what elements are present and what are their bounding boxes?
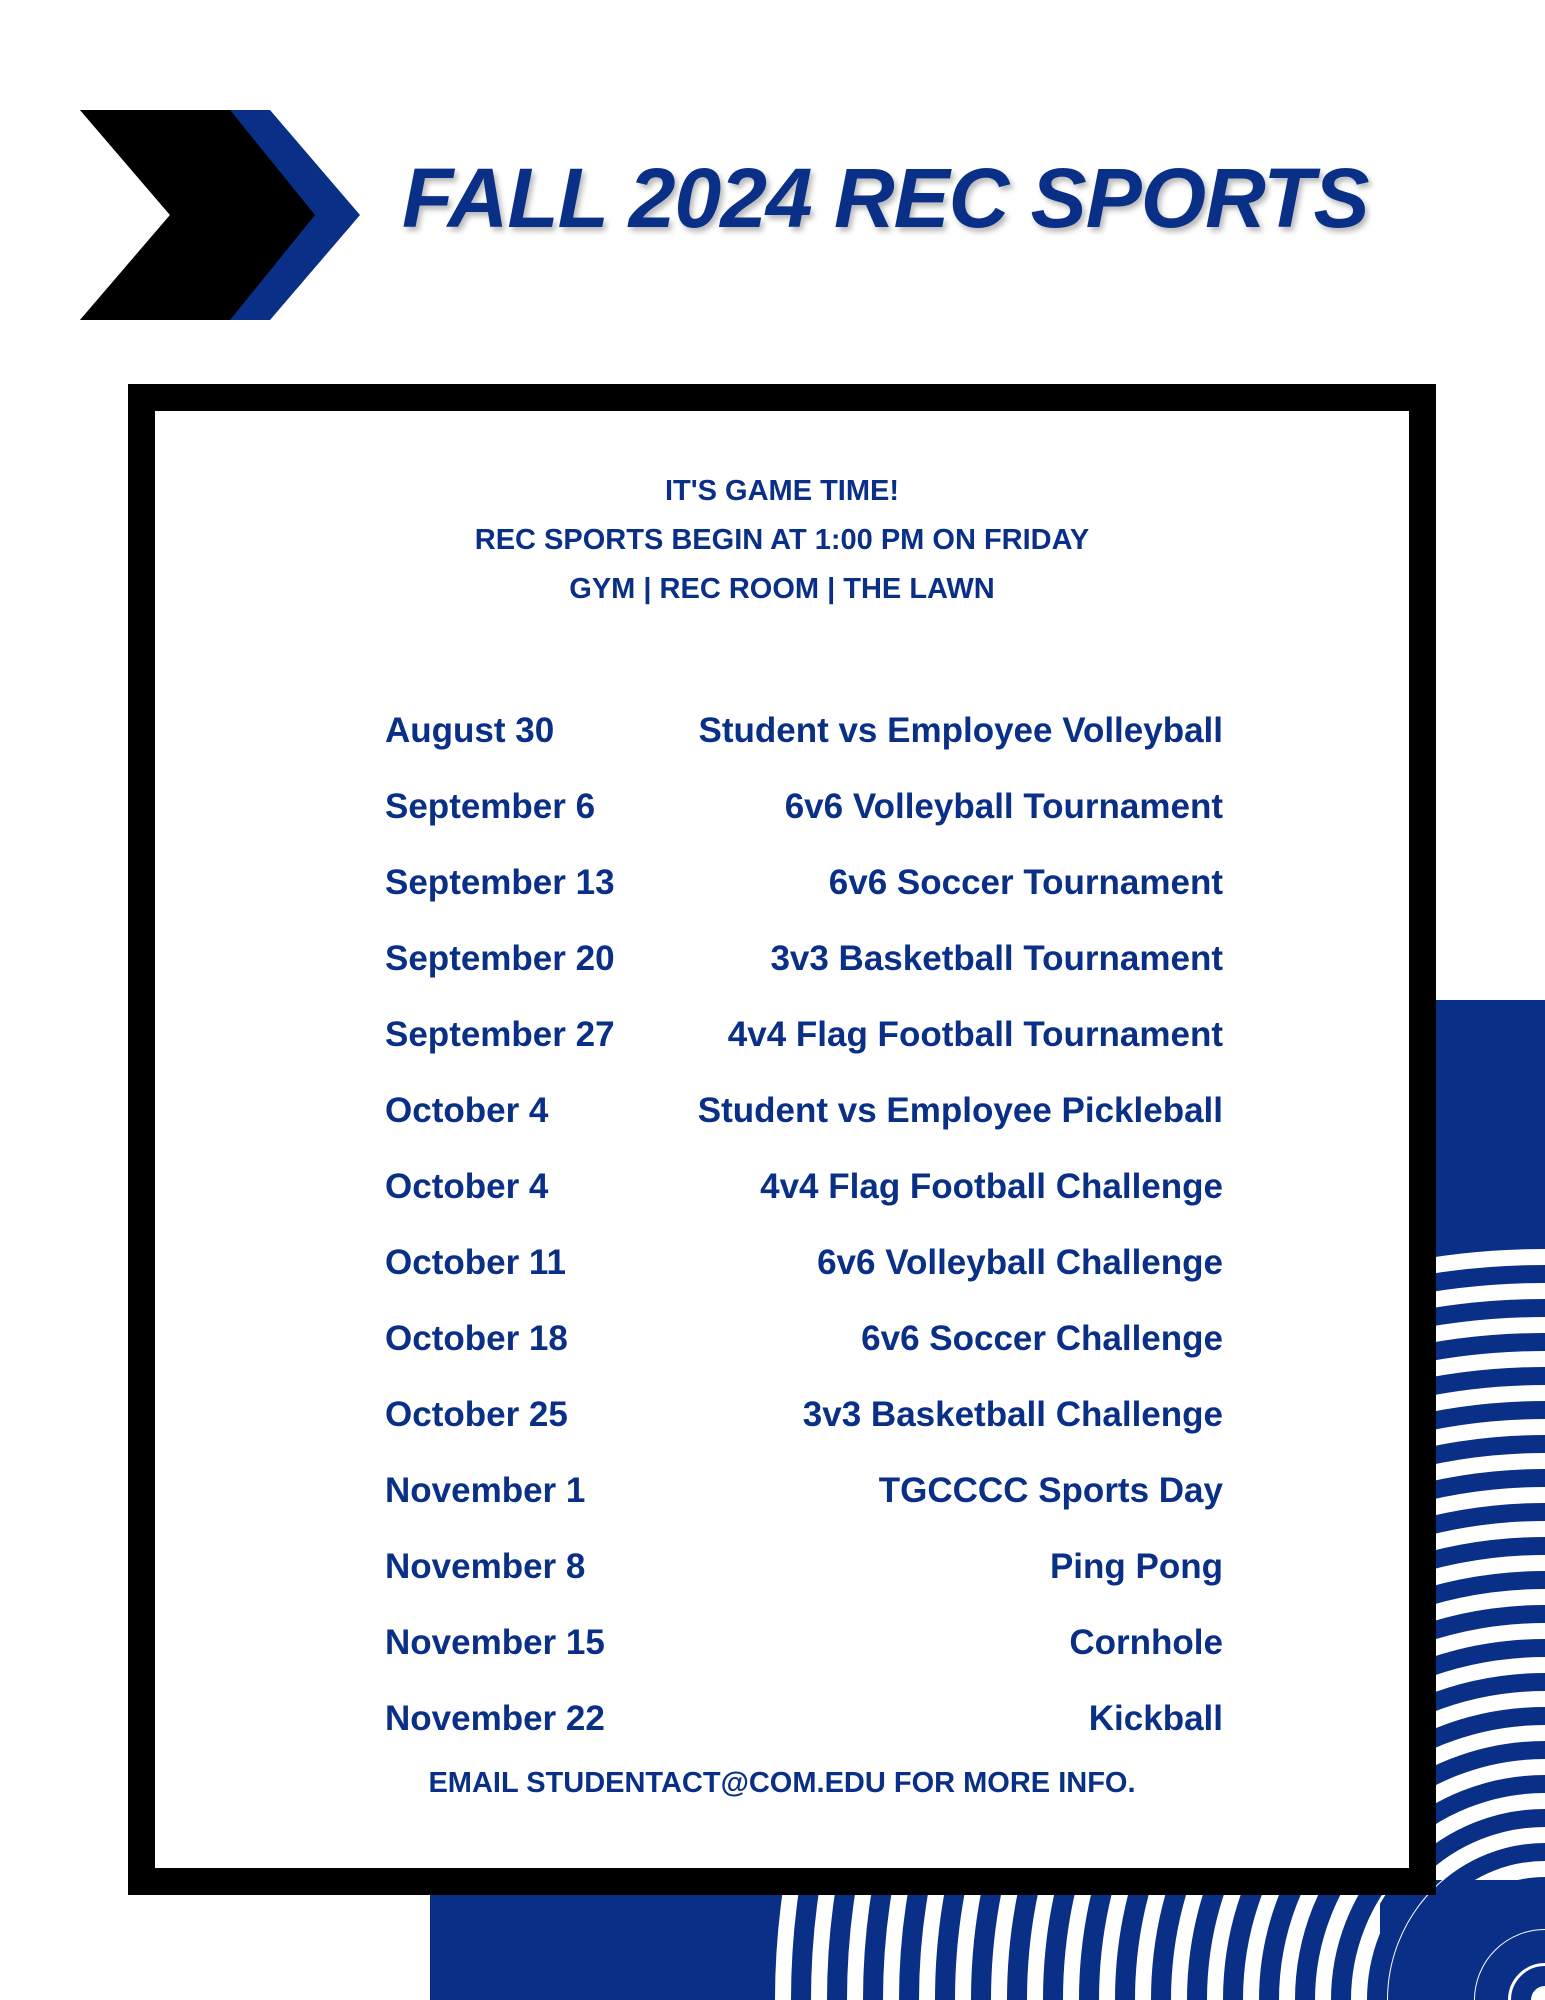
schedule-event: Student vs Employee Pickleball (697, 1091, 1223, 1130)
contact-note: EMAIL STUDENTACT@COM.EDU FOR MORE INFO. (428, 1767, 1136, 1799)
schedule-date: October 18 (385, 1319, 568, 1358)
schedule-date: October 25 (385, 1395, 568, 1434)
chevron-arrow-icon (80, 110, 360, 320)
schedule-event: Cornhole (1069, 1623, 1223, 1662)
schedule-date: November 8 (385, 1547, 586, 1586)
intro-locations: GYM | REC ROOM | THE LAWN (569, 573, 995, 605)
schedule-date: October 4 (385, 1167, 549, 1206)
schedule-event: Student vs Employee Volleyball (698, 711, 1223, 750)
schedule-event: 4v4 Flag Football Challenge (760, 1167, 1223, 1206)
schedule-date: October 4 (385, 1091, 549, 1130)
schedule-row (385, 693, 1223, 769)
schedule-row (385, 1377, 1223, 1453)
schedule-date: September 27 (385, 1015, 615, 1054)
intro-headline: IT'S GAME TIME! (664, 475, 900, 507)
schedule-row (385, 1681, 1223, 1757)
schedule-row (385, 1149, 1223, 1225)
schedule-event: TGCCCC Sports Day (878, 1471, 1223, 1510)
schedule-row (385, 769, 1223, 845)
schedule-row (385, 997, 1223, 1073)
schedule-row (385, 1073, 1223, 1149)
schedule-row (385, 1453, 1223, 1529)
schedule-row (385, 1225, 1223, 1301)
schedule-row (385, 845, 1223, 921)
intro-start-time: REC SPORTS BEGIN AT 1:00 PM ON FRIDAY (474, 524, 1090, 556)
schedule-row (385, 1301, 1223, 1377)
schedule-event: Kickball (1088, 1699, 1223, 1738)
schedule-event: 6v6 Volleyball Tournament (784, 787, 1223, 826)
page-title: FALL 2024 REC SPORTS (402, 151, 1369, 245)
schedule-date: November 15 (385, 1623, 605, 1662)
schedule-event: 4v4 Flag Football Tournament (727, 1015, 1223, 1054)
schedule-date: September 20 (385, 939, 615, 978)
schedule-row (385, 1529, 1223, 1605)
schedule-card (128, 384, 1436, 1895)
schedule-event: 6v6 Volleyball Challenge (817, 1243, 1223, 1282)
striped-bottom-decoration (430, 1880, 1545, 2000)
schedule-row (385, 1605, 1223, 1681)
schedule-date: November 22 (385, 1699, 605, 1738)
schedule-event: 3v3 Basketball Tournament (770, 939, 1223, 978)
schedule-date: November 1 (385, 1471, 586, 1510)
schedule-date: September 6 (385, 787, 596, 826)
schedule-row (385, 921, 1223, 997)
schedule-event: 6v6 Soccer Tournament (828, 863, 1223, 902)
schedule-event: Ping Pong (1049, 1547, 1223, 1586)
schedule-date: September 13 (385, 863, 615, 902)
schedule-event: 3v3 Basketball Challenge (802, 1395, 1223, 1434)
schedule-date: August 30 (385, 711, 555, 750)
schedule-list (385, 693, 1223, 1757)
schedule-date: October 11 (385, 1243, 566, 1282)
schedule-event: 6v6 Soccer Challenge (861, 1319, 1223, 1358)
